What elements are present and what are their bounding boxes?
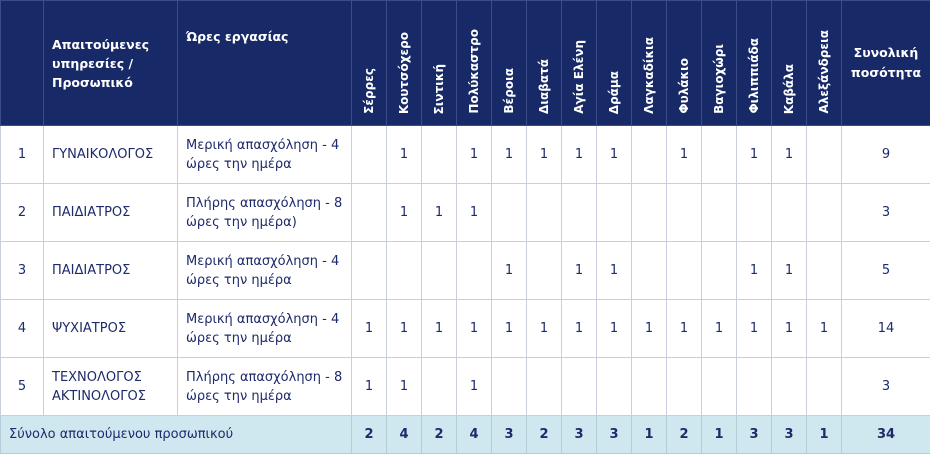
row-role: ΨΥΧΙΑΤΡΟΣ (44, 300, 178, 358)
row-location-count (352, 126, 387, 184)
row-location-count (527, 184, 562, 242)
table-row (1, 300, 930, 358)
header-row (1, 1, 930, 126)
row-location-count (667, 242, 702, 300)
row-location-count: 1 (422, 184, 457, 242)
row-location-count: 1 (387, 126, 422, 184)
row-location-count: 1 (562, 300, 597, 358)
row-location-count: 1 (737, 242, 772, 300)
footer-label: Σύνολο απαιτούμενου προσωπικού (1, 416, 352, 454)
row-index: 2 (1, 184, 44, 242)
row-hours: Πλήρης απασχόληση - 8 ώρες την ημέρα) (178, 184, 352, 242)
row-location-count (807, 358, 842, 416)
table-header (1, 1, 930, 126)
row-hours: Μερική απασχόληση - 4 ώρες την ημέρα (178, 126, 352, 184)
header-hours: Ώρες εργασίας (178, 1, 352, 126)
header-location: Κουτσόχερο (387, 1, 422, 126)
row-location-count (527, 358, 562, 416)
table-row (1, 126, 930, 184)
header-location: Αγία Ελένη (562, 1, 597, 126)
row-hours: Μερική απασχόληση - 4 ώρες την ημέρα (178, 242, 352, 300)
row-total: 3 (842, 358, 930, 416)
row-location-count (702, 184, 737, 242)
row-location-count: 1 (597, 300, 632, 358)
row-location-count: 1 (772, 242, 807, 300)
footer-location-total: 3 (597, 416, 632, 454)
footer-location-total: 1 (702, 416, 737, 454)
footer-location-total: 1 (632, 416, 667, 454)
header-role: Απαιτούμενες υπηρεσίες / Προσωπικό (44, 1, 178, 126)
row-location-count: 1 (597, 242, 632, 300)
header-location: Σέρρες (352, 1, 387, 126)
row-role: ΠΑΙΔΙΑΤΡΟΣ (44, 242, 178, 300)
row-location-count (422, 242, 457, 300)
row-location-count: 1 (352, 358, 387, 416)
row-location-count (632, 358, 667, 416)
table-body (1, 126, 930, 416)
row-location-count (492, 358, 527, 416)
row-location-count: 1 (772, 126, 807, 184)
row-role: ΓΥΝΑΙΚΟΛΟΓΟΣ (44, 126, 178, 184)
row-role: ΤΕΧΝΟΛΟΓΟΣ ΑΚΤΙΝΟΛΟΓΟΣ (44, 358, 178, 416)
row-index: 4 (1, 300, 44, 358)
header-location: Φιλιππιάδα (737, 1, 772, 126)
row-index: 3 (1, 242, 44, 300)
footer-location-total: 3 (772, 416, 807, 454)
row-location-count: 1 (492, 242, 527, 300)
table-row (1, 358, 930, 416)
row-location-count: 1 (457, 300, 492, 358)
row-index: 1 (1, 126, 44, 184)
footer-row (1, 416, 930, 454)
header-location: Φυλάκιο (667, 1, 702, 126)
header-location: Αλεξάνδρεια (807, 1, 842, 126)
row-location-count: 1 (737, 300, 772, 358)
footer-location-total: 3 (492, 416, 527, 454)
header-location: Πολύκαστρο (457, 1, 492, 126)
header-location: Βέροια (492, 1, 527, 126)
header-location: Δράμα (597, 1, 632, 126)
row-hours: Μερική απασχόληση - 4 ώρες την ημέρα (178, 300, 352, 358)
row-location-count (667, 184, 702, 242)
table-row (1, 184, 930, 242)
header-location: Καβάλα (772, 1, 807, 126)
row-location-count: 1 (667, 300, 702, 358)
row-location-count (597, 358, 632, 416)
row-location-count (737, 184, 772, 242)
row-total: 3 (842, 184, 930, 242)
header-location: Βαγιοχώρι (702, 1, 737, 126)
footer-location-total: 2 (527, 416, 562, 454)
footer-location-total: 1 (807, 416, 842, 454)
row-total: 5 (842, 242, 930, 300)
row-total: 9 (842, 126, 930, 184)
row-location-count: 1 (457, 126, 492, 184)
footer-location-total: 2 (352, 416, 387, 454)
footer-location-total: 2 (667, 416, 702, 454)
row-location-count: 1 (387, 300, 422, 358)
row-location-count: 1 (772, 300, 807, 358)
row-index: 5 (1, 358, 44, 416)
row-location-count (352, 184, 387, 242)
footer-location-total: 3 (562, 416, 597, 454)
row-location-count (527, 242, 562, 300)
row-location-count (562, 184, 597, 242)
row-location-count (807, 242, 842, 300)
row-location-count (422, 126, 457, 184)
row-location-count: 1 (737, 126, 772, 184)
row-location-count (562, 358, 597, 416)
row-location-count (667, 358, 702, 416)
row-location-count (772, 184, 807, 242)
header-total: Συνολική ποσότητα (842, 1, 930, 126)
row-location-count (702, 242, 737, 300)
row-location-count (807, 126, 842, 184)
footer-location-total: 2 (422, 416, 457, 454)
row-location-count: 1 (457, 184, 492, 242)
row-location-count: 1 (702, 300, 737, 358)
footer-location-total: 4 (387, 416, 422, 454)
row-location-count (632, 184, 667, 242)
header-location: Διαβατά (527, 1, 562, 126)
row-location-count (702, 358, 737, 416)
row-location-count: 1 (352, 300, 387, 358)
row-location-count (457, 242, 492, 300)
row-location-count (632, 242, 667, 300)
footer-location-total: 4 (457, 416, 492, 454)
row-location-count (492, 184, 527, 242)
row-location-count: 1 (492, 300, 527, 358)
footer-location-total: 3 (737, 416, 772, 454)
row-location-count (772, 358, 807, 416)
row-location-count: 1 (387, 184, 422, 242)
row-location-count: 1 (562, 126, 597, 184)
row-location-count: 1 (632, 300, 667, 358)
row-location-count (387, 242, 422, 300)
row-location-count (422, 358, 457, 416)
row-location-count: 1 (527, 300, 562, 358)
header-location: Λαγκαδίκια (632, 1, 667, 126)
table-footer (1, 416, 930, 454)
row-location-count: 1 (422, 300, 457, 358)
header-location: Σιντική (422, 1, 457, 126)
row-hours: Πλήρης απασχόληση - 8 ώρες την ημέρα (178, 358, 352, 416)
row-location-count: 1 (562, 242, 597, 300)
table-row (1, 242, 930, 300)
row-location-count: 1 (667, 126, 702, 184)
row-location-count: 1 (387, 358, 422, 416)
row-location-count (597, 184, 632, 242)
row-location-count (632, 126, 667, 184)
row-location-count (702, 126, 737, 184)
row-location-count: 1 (457, 358, 492, 416)
row-location-count (352, 242, 387, 300)
row-location-count: 1 (597, 126, 632, 184)
header-index (1, 1, 44, 126)
row-location-count (807, 184, 842, 242)
row-location-count: 1 (807, 300, 842, 358)
row-total: 14 (842, 300, 930, 358)
row-location-count: 1 (527, 126, 562, 184)
footer-grand-total: 34 (842, 416, 930, 454)
row-location-count (737, 358, 772, 416)
row-location-count: 1 (492, 126, 527, 184)
row-role: ΠΑΙΔΙΑΤΡΟΣ (44, 184, 178, 242)
